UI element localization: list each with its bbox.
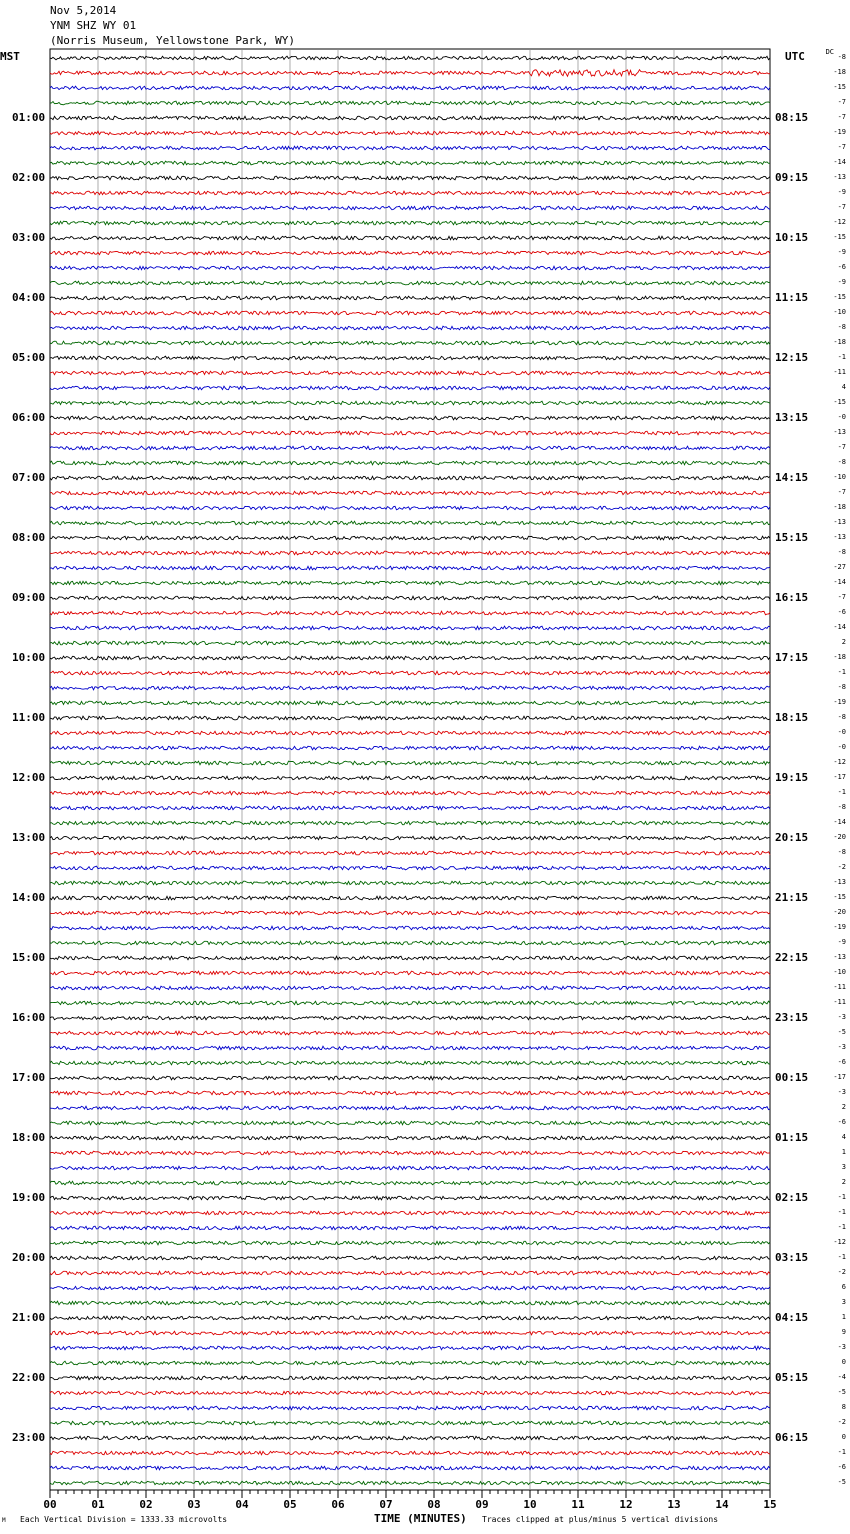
seismic-trace (50, 1286, 770, 1290)
dc-offset-label: 0 (841, 1433, 846, 1441)
dc-offset-label: -0 (837, 413, 846, 421)
mst-hour-label: 21:00 (12, 1311, 46, 1324)
x-tick-label: 00 (43, 1498, 57, 1511)
seismic-trace (50, 1076, 770, 1080)
dc-offset-label: -1 (837, 1223, 846, 1231)
dc-offset-label: -15 (833, 293, 846, 301)
seismic-trace (50, 1301, 770, 1305)
dc-offset-label: 3 (841, 1163, 846, 1171)
mst-hour-label: 05:00 (12, 351, 46, 364)
seismic-trace (50, 281, 770, 285)
dc-offset-label: -6 (837, 1463, 846, 1471)
x-tick-label: 02 (139, 1498, 153, 1511)
seismic-trace (50, 671, 770, 675)
seismic-trace (50, 566, 770, 570)
dc-offset-label: -6 (837, 1118, 846, 1126)
mst-hour-label: 23:00 (12, 1431, 46, 1444)
dc-offset-label: -10 (833, 968, 846, 976)
dc-offset-label: -18 (833, 503, 846, 511)
dc-offset-label: 9 (841, 1328, 846, 1336)
mst-hour-label: 04:00 (12, 291, 46, 304)
dc-offset-label: -19 (833, 698, 846, 706)
seismic-trace (50, 896, 770, 900)
x-tick-label: 13 (667, 1498, 681, 1511)
dc-offset-label: -20 (833, 908, 846, 916)
mst-hour-label: 22:00 (12, 1371, 46, 1384)
dc-offset-label: -7 (837, 203, 846, 211)
seismic-trace (50, 626, 770, 630)
dc-offset-label: -18 (833, 338, 846, 346)
dc-offset-label: -3 (837, 1343, 846, 1351)
utc-hour-label: 09:15 (775, 171, 809, 184)
seismic-trace (50, 716, 770, 720)
dc-offset-label: -15 (833, 83, 846, 91)
dc-offset-label: -0 (837, 728, 846, 736)
seismic-trace (50, 266, 770, 270)
seismic-trace (50, 1481, 770, 1485)
seismic-trace (50, 806, 770, 810)
seismic-trace (50, 56, 770, 60)
mst-hour-label: 12:00 (12, 771, 46, 784)
dc-title: DC (825, 48, 834, 56)
dc-offset-label: -13 (833, 533, 846, 541)
seismic-trace (50, 1031, 770, 1035)
dc-offset-label: -13 (833, 428, 846, 436)
seismic-trace (50, 161, 770, 165)
mst-hour-label: 18:00 (12, 1131, 46, 1144)
utc-hour-label: 03:15 (775, 1251, 809, 1264)
seismic-trace (50, 1331, 770, 1335)
seismic-trace (50, 746, 770, 750)
seismic-trace (50, 1166, 770, 1170)
seismic-trace (50, 446, 770, 450)
seismic-trace (50, 251, 770, 255)
dc-offset-label: -5 (837, 1478, 846, 1486)
dc-offset-label: -5 (837, 1388, 846, 1396)
dc-offset-label: 8 (841, 1403, 846, 1411)
x-tick-label: 03 (187, 1498, 201, 1511)
dc-offset-label: -1 (837, 1208, 846, 1216)
seismic-trace (50, 371, 770, 375)
dc-offset-label: 6 (841, 1283, 846, 1291)
seismic-trace (50, 221, 770, 225)
seismic-trace (50, 551, 770, 555)
x-tick-label: 06 (331, 1498, 345, 1511)
x-tick-label: 15 (763, 1498, 777, 1511)
seismic-trace (50, 1136, 770, 1140)
dc-offset-label: -3 (837, 1088, 846, 1096)
mst-hour-label: 03:00 (12, 231, 46, 244)
seismic-trace (50, 1406, 770, 1410)
scale-note: Each Vertical Division = 1333.33 microvolts (20, 1515, 228, 1524)
dc-offset-label: -1 (837, 1448, 846, 1456)
utc-hour-label: 18:15 (775, 711, 809, 724)
dc-offset-label: -10 (833, 473, 846, 481)
seismic-trace (50, 236, 770, 240)
mst-hour-label: 19:00 (12, 1191, 46, 1204)
dc-offset-label: -12 (833, 218, 846, 226)
seismic-trace (50, 1376, 770, 1380)
dc-offset-label: -11 (833, 368, 846, 376)
mst-hour-label: 08:00 (12, 531, 46, 544)
seismic-trace (50, 1121, 770, 1125)
x-tick-label: 12 (619, 1498, 633, 1511)
seismic-trace (50, 986, 770, 990)
dc-offset-label: -6 (837, 263, 846, 271)
mst-hour-label: 10:00 (12, 651, 46, 664)
right-axis-title: UTC (785, 50, 805, 63)
utc-hour-label: 00:15 (775, 1071, 809, 1084)
seismic-trace (50, 1241, 770, 1245)
x-tick-label: 09 (475, 1498, 489, 1511)
seismic-trace (50, 1436, 770, 1440)
dc-offset-label: -20 (833, 833, 846, 841)
header-date: Nov 5,2014 (50, 4, 117, 17)
x-tick-label: 08 (427, 1498, 441, 1511)
dc-offset-label: -17 (833, 1073, 846, 1081)
dc-offset-label: -4 (837, 1373, 846, 1381)
dc-offset-label: -9 (837, 938, 846, 946)
x-tick-label: 04 (235, 1498, 249, 1511)
utc-hour-label: 17:15 (775, 651, 809, 664)
x-tick-label: 05 (283, 1498, 297, 1511)
x-tick-label: 11 (571, 1498, 585, 1511)
seismic-trace (50, 941, 770, 945)
dc-offset-label: -7 (837, 488, 846, 496)
seismic-trace (50, 971, 770, 975)
dc-offset-label: 2 (841, 638, 846, 646)
seismic-trace (50, 1061, 770, 1065)
seismic-trace (50, 581, 770, 585)
dc-offset-label: -14 (833, 818, 846, 826)
dc-offset-label: 4 (841, 1133, 846, 1141)
mst-hour-label: 02:00 (12, 171, 46, 184)
dc-offset-label: -13 (833, 953, 846, 961)
seismic-trace (50, 476, 770, 480)
utc-hour-label: 23:15 (775, 1011, 809, 1024)
seismic-trace (50, 326, 770, 330)
dc-offset-label: 1 (841, 1313, 846, 1321)
dc-offset-label: -13 (833, 878, 846, 886)
dc-offset-label: -8 (837, 548, 846, 556)
dc-offset-label: -7 (837, 443, 846, 451)
clip-note: Traces clipped at plus/minus 5 vertical divisions (482, 1515, 719, 1524)
seismic-trace (50, 70, 770, 77)
dc-offset-label: -8 (837, 713, 846, 721)
seismic-trace (50, 596, 770, 600)
mst-hour-label: 20:00 (12, 1251, 46, 1264)
dc-offset-label: -6 (837, 1058, 846, 1066)
seismic-trace (50, 311, 770, 315)
seismic-trace (50, 641, 770, 645)
dc-offset-label: -9 (837, 278, 846, 286)
dc-offset-label: 1 (841, 1148, 846, 1156)
seismic-trace (50, 506, 770, 510)
seismic-trace (50, 116, 770, 120)
seismic-trace (50, 1211, 770, 1215)
utc-hour-label: 14:15 (775, 471, 809, 484)
seismic-trace (50, 416, 770, 420)
dc-offset-label: 3 (841, 1298, 846, 1306)
seismic-trace (50, 761, 770, 765)
dc-offset-label: -2 (837, 1268, 846, 1276)
dc-offset-label: -1 (837, 1193, 846, 1201)
seismic-trace (50, 401, 770, 405)
utc-hour-label: 16:15 (775, 591, 809, 604)
seismic-trace (50, 1271, 770, 1275)
left-axis-title: MST (0, 50, 20, 63)
dc-offset-label: -9 (837, 188, 846, 196)
mst-hour-label: 09:00 (12, 591, 46, 604)
dc-offset-label: -12 (833, 758, 846, 766)
dc-offset-label: -18 (833, 653, 846, 661)
dc-offset-label: -14 (833, 158, 846, 166)
seismic-trace (50, 101, 770, 105)
utc-hour-label: 13:15 (775, 411, 809, 424)
dc-offset-label: -12 (833, 1238, 846, 1246)
seismic-trace (50, 926, 770, 930)
dc-offset-label: -15 (833, 398, 846, 406)
dc-offset-label: -8 (837, 53, 846, 61)
mst-hour-label: 01:00 (12, 111, 46, 124)
dc-offset-label: -8 (837, 803, 846, 811)
dc-offset-label: -13 (833, 518, 846, 526)
mst-hour-label: 13:00 (12, 831, 46, 844)
seismic-trace (50, 296, 770, 300)
x-axis-label: TIME (MINUTES) (374, 1512, 467, 1525)
seismic-trace (50, 146, 770, 150)
x-tick-label: 14 (715, 1498, 729, 1511)
dc-offset-label: -19 (833, 923, 846, 931)
utc-hour-label: 01:15 (775, 1131, 809, 1144)
x-tick-label: 07 (379, 1498, 393, 1511)
dc-offset-label: -10 (833, 308, 846, 316)
dc-offset-label: -1 (837, 788, 846, 796)
x-tick-label: 10 (523, 1498, 537, 1511)
seismic-trace (50, 656, 770, 660)
mst-hour-label: 15:00 (12, 951, 46, 964)
dc-offset-label: -3 (837, 1043, 846, 1051)
dc-offset-label: -1 (837, 668, 846, 676)
seismic-trace (50, 1046, 770, 1050)
dc-offset-label: -7 (837, 593, 846, 601)
seismic-trace (50, 686, 770, 690)
dc-offset-label: -7 (837, 98, 846, 106)
header-station: YNM SHZ WY 01 (50, 19, 137, 32)
seismic-trace (50, 611, 770, 615)
seismic-trace (50, 1091, 770, 1095)
dc-offset-label: -15 (833, 233, 846, 241)
seismic-trace (50, 356, 770, 360)
seismic-trace (50, 431, 770, 435)
seismic-trace (50, 176, 770, 180)
dc-offset-label: 4 (841, 383, 846, 391)
seismic-trace (50, 206, 770, 210)
dc-offset-label: -8 (837, 848, 846, 856)
dc-offset-label: -27 (833, 563, 846, 571)
utc-hour-label: 06:15 (775, 1431, 809, 1444)
utc-hour-label: 19:15 (775, 771, 809, 784)
utc-hour-label: 11:15 (775, 291, 809, 304)
seismic-trace (50, 341, 770, 345)
utc-hour-label: 10:15 (775, 231, 809, 244)
dc-offset-label: -6 (837, 608, 846, 616)
dc-offset-label: -9 (837, 248, 846, 256)
dc-offset-label: -14 (833, 623, 846, 631)
dc-offset-label: -14 (833, 578, 846, 586)
seismic-trace (50, 1316, 770, 1320)
dc-offset-label: -19 (833, 128, 846, 136)
dc-offset-label: -11 (833, 983, 846, 991)
dc-offset-label: -1 (837, 353, 846, 361)
utc-hour-label: 02:15 (775, 1191, 809, 1204)
seismic-trace (50, 701, 770, 705)
seismic-trace (50, 1256, 770, 1260)
seismic-trace (50, 911, 770, 915)
seismic-trace (50, 851, 770, 855)
seismic-trace (50, 461, 770, 465)
seismic-trace (50, 1361, 770, 1365)
mst-hour-label: 14:00 (12, 891, 46, 904)
utc-hour-label: 04:15 (775, 1311, 809, 1324)
utc-hour-label: 08:15 (775, 111, 809, 124)
dc-offset-label: -11 (833, 998, 846, 1006)
dc-offset-label: -7 (837, 143, 846, 151)
mst-hour-label: 16:00 (12, 1011, 46, 1024)
utc-hour-label: 15:15 (775, 531, 809, 544)
seismic-trace (50, 866, 770, 870)
utc-hour-label: 20:15 (775, 831, 809, 844)
seismic-trace (50, 1106, 770, 1110)
header-location: (Norris Museum, Yellowstone Park, WY) (50, 34, 296, 47)
seismic-trace (50, 731, 770, 735)
seismic-trace (50, 821, 770, 825)
dc-offset-label: -3 (837, 1013, 846, 1021)
seismic-trace (50, 491, 770, 495)
seismic-trace (50, 881, 770, 885)
seismic-trace (50, 131, 770, 135)
dc-offset-label: -18 (833, 68, 846, 76)
mst-hour-label: 06:00 (12, 411, 46, 424)
seismic-trace (50, 1196, 770, 1200)
dc-offset-label: -1 (837, 1253, 846, 1261)
seismic-trace (50, 1391, 770, 1395)
seismic-trace (50, 776, 770, 780)
seismic-trace (50, 1226, 770, 1230)
seismic-trace (50, 1016, 770, 1020)
utc-hour-label: 05:15 (775, 1371, 809, 1384)
corner-mark: M (2, 1517, 6, 1524)
seismic-trace (50, 191, 770, 195)
seismic-trace (50, 86, 770, 90)
seismic-trace (50, 1181, 770, 1185)
dc-offset-label: -8 (837, 683, 846, 691)
seismic-trace (50, 386, 770, 390)
mst-hour-label: 17:00 (12, 1071, 46, 1084)
seismic-trace (50, 1466, 770, 1470)
seismic-trace (50, 791, 770, 795)
seismic-trace (50, 521, 770, 525)
dc-offset-label: -15 (833, 893, 846, 901)
x-tick-label: 01 (91, 1498, 105, 1511)
mst-hour-label: 11:00 (12, 711, 46, 724)
dc-offset-label: -13 (833, 173, 846, 181)
utc-hour-label: 12:15 (775, 351, 809, 364)
dc-offset-label: -5 (837, 1028, 846, 1036)
dc-offset-label: -0 (837, 743, 846, 751)
seismic-trace (50, 836, 770, 840)
dc-offset-label: -8 (837, 458, 846, 466)
dc-offset-label: -7 (837, 113, 846, 121)
seismic-trace (50, 1421, 770, 1425)
seismic-trace (50, 1346, 770, 1350)
seismic-trace (50, 1001, 770, 1005)
dc-offset-label: 0 (841, 1358, 846, 1366)
mst-hour-label: 07:00 (12, 471, 46, 484)
utc-hour-label: 22:15 (775, 951, 809, 964)
dc-offset-label: -2 (837, 863, 846, 871)
dc-offset-label: 2 (841, 1178, 846, 1186)
seismic-trace (50, 536, 770, 540)
dc-offset-label: -17 (833, 773, 846, 781)
dc-offset-label: 2 (841, 1103, 846, 1111)
dc-offset-label: -8 (837, 323, 846, 331)
seismic-trace (50, 1451, 770, 1455)
utc-hour-label: 21:15 (775, 891, 809, 904)
seismic-trace (50, 1151, 770, 1155)
dc-offset-label: -2 (837, 1418, 846, 1426)
seismic-trace (50, 956, 770, 960)
